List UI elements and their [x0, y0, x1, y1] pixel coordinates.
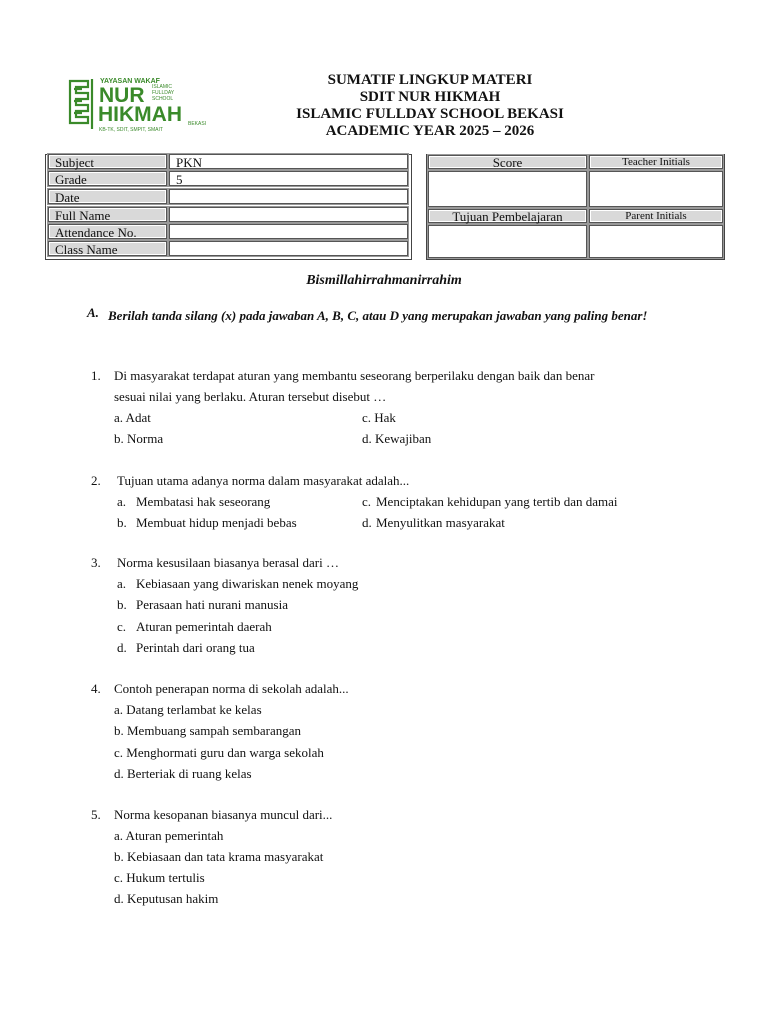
- header-title: SUMATIF LINGKUP MATERI: [327, 72, 533, 88]
- option-letter: c.: [117, 619, 127, 634]
- logo-yayasan: YAYASAN WAKAF: [100, 78, 160, 85]
- tujuan-header: Tujuan Pembelajaran: [428, 209, 587, 223]
- info-value[interactable]: [169, 241, 408, 256]
- header-academic-year: ACADEMIC YEAR 2025 – 2026: [325, 123, 535, 139]
- answer-option[interactable]: Membatasi hak seseorang: [136, 494, 271, 509]
- question-text: Tujuan utama adanya norma dalam masyarakat adalah...: [117, 473, 410, 488]
- question-text: Norma kesopanan biasanya muncul dari...: [114, 807, 333, 822]
- bismillah: Bismillahirrahmanirrahim: [306, 273, 462, 288]
- answer-option[interactable]: Menciptakan kehidupan yang tertib dan damai: [376, 494, 618, 509]
- info-label: Date: [48, 189, 167, 204]
- logo-bekasi: BEKASI: [188, 121, 207, 127]
- teacher-initials-box[interactable]: [589, 171, 723, 207]
- option-letter: b.: [117, 515, 127, 530]
- answer-option[interactable]: a. Datang terlambat ke kelas: [114, 702, 262, 717]
- section-letter: A.: [87, 305, 99, 320]
- question-number: 1.: [91, 368, 101, 383]
- score-value-box[interactable]: [428, 171, 587, 207]
- logo-emblem: [66, 75, 212, 133]
- answer-option[interactable]: c. Hak: [362, 410, 396, 425]
- info-row-full-name: [46, 207, 410, 224]
- info-label: Subject: [48, 154, 167, 169]
- info-value[interactable]: [169, 224, 408, 239]
- info-row-date: [46, 189, 410, 206]
- question-number: 5.: [91, 807, 101, 822]
- score-header: Score: [428, 155, 587, 169]
- answer-option[interactable]: a. Adat: [114, 410, 151, 425]
- info-label: Full Name: [48, 207, 167, 222]
- question-number: 4.: [91, 681, 101, 696]
- header-school-full: ISLAMIC FULLDAY SCHOOL BEKASI: [296, 106, 564, 122]
- logo-fullday: FULLDAY: [152, 90, 175, 96]
- option-letter: a.: [117, 494, 127, 509]
- info-row-attendance: [46, 224, 410, 241]
- question-number: 2.: [91, 473, 101, 488]
- info-row-subject: [46, 154, 410, 171]
- section-instruction: Berilah tanda silang (x) pada jawaban A, B, C, atau D yang merupakan jawaban yang paling benar!: [108, 308, 648, 323]
- answer-option[interactable]: b. Membuang sampah sembarangan: [114, 723, 302, 738]
- answer-option[interactable]: b. Norma: [114, 431, 164, 446]
- answer-option[interactable]: Membuat hidup menjadi bebas: [136, 515, 297, 530]
- logo-levels: KB-TK, SDIT, SMPIT, SMAIT: [99, 127, 163, 133]
- option-letter: d.: [117, 640, 127, 655]
- info-value[interactable]: [169, 207, 408, 222]
- answer-option[interactable]: Perintah dari orang tua: [136, 640, 255, 655]
- answer-option[interactable]: Kebiasaan yang diwariskan nenek moyang: [136, 576, 359, 591]
- parent-initials-header: Parent Initials: [589, 209, 723, 223]
- info-row-grade: [46, 171, 410, 188]
- option-letter: b.: [117, 597, 127, 612]
- logo-islamic: ISLAMIC: [152, 84, 173, 90]
- answer-option[interactable]: d. Kewajiban: [362, 431, 432, 446]
- logo-school: SCHOOL: [152, 96, 174, 102]
- answer-option[interactable]: b. Kebiasaan dan tata krama masyarakat: [114, 849, 324, 864]
- info-label: Class Name: [48, 241, 167, 256]
- info-value[interactable]: [169, 189, 408, 204]
- question-text: Norma kesusilaan biasanya berasal dari …: [117, 555, 340, 570]
- answer-option[interactable]: c. Menghormati guru dan warga sekolah: [114, 745, 324, 760]
- answer-option[interactable]: d. Berteriak di ruang kelas: [114, 766, 252, 781]
- school-logo: [66, 75, 212, 133]
- question-text: sesuai nilai yang berlaku. Aturan tersebut disebut …: [114, 389, 387, 404]
- teacher-initials-header: Teacher Initials: [589, 155, 723, 169]
- answer-option[interactable]: Aturan pemerintah daerah: [136, 619, 272, 634]
- answer-option[interactable]: Perasaan hati nurani manusia: [136, 597, 288, 612]
- answer-option[interactable]: Menyulitkan masyarakat: [376, 515, 505, 530]
- info-value: 5: [169, 171, 408, 186]
- answer-option[interactable]: d. Keputusan hakim: [114, 891, 219, 906]
- tujuan-box[interactable]: [428, 225, 587, 258]
- option-letter: c.: [362, 494, 372, 509]
- question-number: 3.: [91, 555, 101, 570]
- header-school: SDIT NUR HIKMAH: [359, 89, 501, 105]
- question-text: Contoh penerapan norma di sekolah adalah...: [114, 681, 349, 696]
- answer-option[interactable]: a. Aturan pemerintah: [114, 828, 224, 843]
- logo-hikmah: HIKMAH: [98, 103, 182, 126]
- option-letter: d.: [362, 515, 372, 530]
- info-row-class: [46, 241, 410, 258]
- answer-option[interactable]: c. Hukum tertulis: [114, 870, 205, 885]
- info-value: PKN: [169, 154, 408, 169]
- info-label: Grade: [48, 171, 167, 186]
- parent-initials-box[interactable]: [589, 225, 723, 258]
- option-letter: a.: [117, 576, 127, 591]
- info-label: Attendance No.: [48, 224, 167, 239]
- question-text: Di masyarakat terdapat aturan yang membantu seseorang berperilaku dengan baik dan benar: [114, 368, 595, 383]
- logo-nur: NUR: [99, 84, 145, 107]
